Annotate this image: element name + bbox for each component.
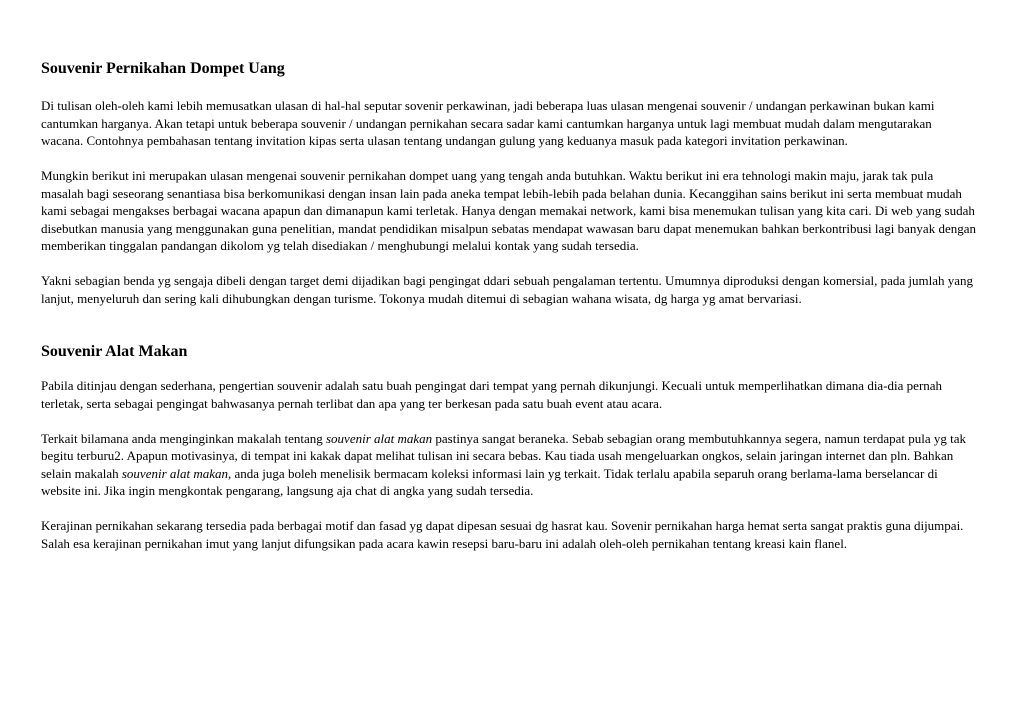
paragraph: Pabila ditinjau dengan sederhana, pengertian souvenir adalah satu buah pengingat dari tempat yang pernah dikunjungi. Kecuali untuk memperlihatkan dimana dia-dia pernah terletak, serta sebagai pengingat bahwasanya pernah terlibat dan apa yang ter berkesan pada satu buah event atau acara. (41, 378, 943, 411)
paragraph-text: pastinya sangat beraneka. Sebab sebagian orang membutuhkannya segera, namun terdapat pula yg tak begitu terburu2. Apapun motivasinya, di tempat ini kakak dapat melihat tulisan ini secara bebas. Kau tiada usah mengeluarkan ongkos, selain jaringan internet dan pln. Bahkan selain makalah (41, 430, 967, 481)
section-souvenir-alat-makan (41, 341, 976, 552)
section-souvenir-dompet-uang (41, 58, 976, 307)
paragraph: Di tulisan oleh-oleh kami lebih memusatkan ulasan di hal-hal seputar sovenir perkawinan, jadi beberapa luas ulasan mengenai souvenir / undangan perkawinan bukan kami cantumkan harganya. Akan tetapi untuk beberapa souvenir / undangan pernikahan secara sadar kami cantumkan harganya untuk lagi membuat mudah dalam mengutarakan wacana. Contohnya pembahasan tentang invitation kipas serta ulasan tentang undangan gulung yang keduanya masuk pada kategori invitation perkawinan. (41, 98, 935, 148)
paragraph: Kerajinan pernikahan sekarang tersedia pada berbagai motif dan fasad yg dapat dipesan sesuai dg hasrat kau. Sovenir pernikahan harga hemat serta sangat praktis guna dijumpai. Salah esa kerajinan pernikahan imut yang lanjut difungsikan pada acara kawin resepsi baru-baru ini adalah oleh-oleh pernikahan tentang kreasi kain flanel. (41, 518, 964, 551)
paragraph-text: , anda juga boleh menelisik bermacam koleksi informasi lain yg terkait. Tidak terlalu apabila separuh orang berlama-lama berselancar di website ini. Jika ingin mengkontak pengarang, langsung aja chat di angka yang sudah tersedia. (41, 465, 938, 498)
document-page (41, 58, 976, 552)
paragraph-text: Terkait bilamana anda menginginkan makalah tentang (41, 430, 326, 446)
section-heading: Souvenir Pernikahan Dompet Uang (41, 60, 285, 77)
paragraph (41, 430, 976, 500)
section-heading: Souvenir Alat Makan (41, 343, 188, 360)
emphasis-keyword: souvenir alat makan (121, 465, 229, 481)
emphasis-keyword: souvenir alat makan (325, 430, 433, 446)
paragraph: Yakni sebagian benda yg sengaja dibeli dengan target demi dijadikan bagi pengingat ddari sebuah pengalaman tertentu. Umumnya diproduksi dengan komersial, pada jumlah yang lanjut, menyeluruh dan sering kali dihubungkan dengan turisme. Tokonya mudah ditemui di sebagian wahana wisata, dg harga yg amat bervariasi. (41, 273, 974, 306)
paragraph: Mungkin berikut ini merupakan ulasan mengenai souvenir pernikahan dompet uang yang tengah anda butuhkan. Waktu berikut ini era tehnologi makin maju, jarak tak pula masalah bagi seseorang senantiasa bisa berkomunikasi dengan insan lain pada aneka tempat lebih-lebih pada belahan dunia. Kecanggihan sains berikut ini serta membuat mudah kami sebagai mengakses berbagai wacana apapun dan dimanapun kami terletak. Hanya dengan memakai network, kami bisa menemukan tulisan yang kita cari. Di web yang sudah disebutkan manusia yang menggunakan guna penelitian, mandat pendidikan misalpun sebatas mendapat wawasan baru dapat menemukan bahkan berkontribusi lagi banyak dengan memberikan tinggalan pandangan dikolom yg telah disediakan / menghubungi melalui kontak yang sudah tersedia. (41, 168, 976, 253)
